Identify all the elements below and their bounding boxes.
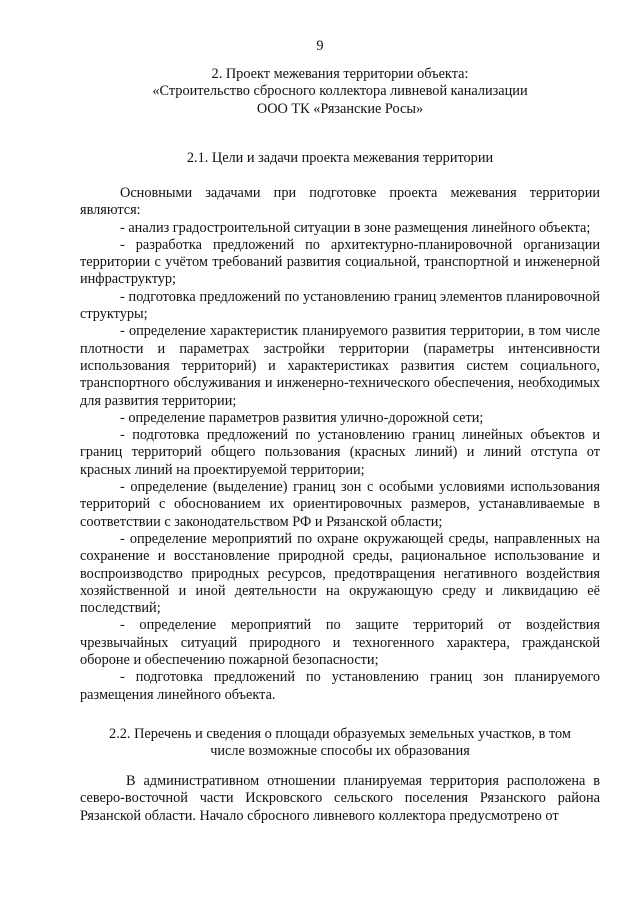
task-item: - определение (выделение) границ зон с особыми условиями использования территорий с обоснованием их ориентировочных размеров, устанавливаемые в соответствии с законодательством РФ и Рязанской области; <box>80 479 600 530</box>
page-number: 9 <box>316 38 324 54</box>
section-2-2-heading-line-2: числе возможные способы их образования <box>210 743 470 760</box>
task-item: - подготовка предложений по установлению границ линейных объектов и границ территорий общего пользования (красных линий) и линий отступа от красных линий на проектируемой территории; <box>80 427 600 478</box>
section-2-2-heading <box>80 726 600 761</box>
title-line-3: ООО ТК «Рязанские Росы» <box>256 100 424 117</box>
title-line-2: «Строительство сбросного коллектора ливневой канализации <box>152 83 528 100</box>
task-item: - подготовка предложений по установлению границ элементов планировочной структуры; <box>80 288 600 323</box>
task-item: - разработка предложений по архитектурно-планировочной организации территории с учётом требований развития социальной, транспортной и инженерной инфраструктур; <box>80 236 600 288</box>
task-item: - подготовка предложений по установлению границ зон планируемого размещения линейного объекта. <box>80 669 600 703</box>
intro-paragraph: Основными задачами при подготовке проекта межевания территории являются: <box>80 185 600 219</box>
task-item: - определение мероприятий по защите территорий от воздействия чрезвычайных ситуаций природного и техногенного характера, гражданской обороне и обеспечению пожарной безопасности; <box>80 617 600 669</box>
section-2-2-paragraph: В административном отношении планируемая территория расположена в северо-восточной части Искровского сельского поселения Рязанского района Рязанской области. Начало сбросного ливневого коллектора предусмотрено от <box>80 773 600 824</box>
task-item: - определение мероприятий по охране окружающей среды, направленных на сохранение и восстановление природной среды, рациональное использование и воспроизводство природных ресурсов, предотвращения негативного воздействия хозяйственной и иной деятельности на окружающую среду и ликвидацию её последствий; <box>80 530 600 617</box>
section-2-1-body <box>80 185 600 704</box>
task-item: - определение характеристик планируемого развития территории, в том числе плотности и параметрах застройки территории (параметры интенсивности использования территорий) и характеристиках развития систем социального, транспортного обслуживания и инженерно-технического обеспечения, необходимых для развития территории; <box>80 323 600 409</box>
section-2-1-heading: 2.1. Цели и задачи проекта межевания территории <box>186 150 494 166</box>
title-line-1: 2. Проект межевания территории объекта: <box>211 66 469 82</box>
task-item: - анализ градостроительной ситуации в зоне размещения линейного объекта; <box>120 219 591 236</box>
document-title <box>80 66 600 118</box>
section-2-2-body <box>80 773 600 825</box>
section-2-2-heading-line-1: 2.2. Перечень и сведения о площади образуемых земельных участков, в том <box>109 726 571 742</box>
task-item: - определение параметров развития улично-дорожной сети; <box>120 409 484 426</box>
